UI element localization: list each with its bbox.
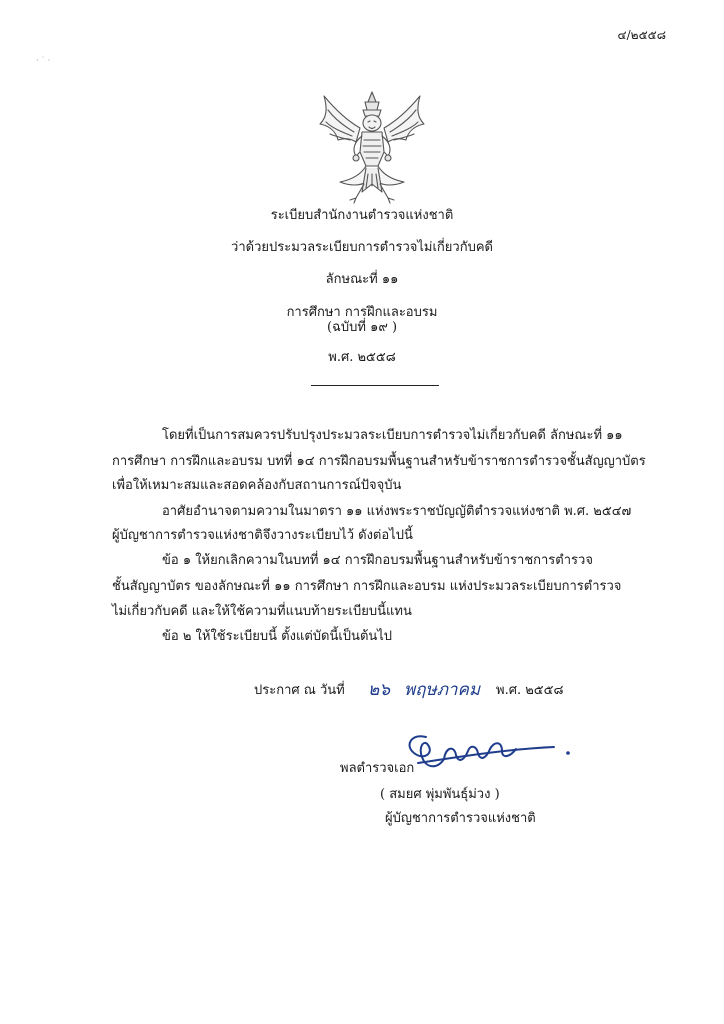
announce-prefix: ประกาศ ณ วันที่ — [254, 683, 345, 698]
clause-1-line-2: ชั้นสัญญาบัตร ของลักษณะที่ ๑๑ การศึกษา การฝึกและอบรม แห่งประมวลระเบียบการตำรวจ — [112, 579, 622, 594]
signatory-name: ( สมยศ พุ่มพันธุ์ม่วง ) — [380, 787, 500, 802]
announce-day-handwritten: ๒๖ — [368, 680, 390, 700]
header-subject: ว่าด้วยประมวลระเบียบการตำรวจไม่เกี่ยวกับคดี — [231, 240, 493, 255]
preamble-line-1: โดยที่เป็นการสมควรปรับปรุงประมวลระเบียบการตำรวจไม่เกี่ยวกับคดี ลักษณะที่ ๑๑ — [162, 428, 623, 443]
signatory-rank: พลตำรวจเอก — [340, 761, 415, 776]
header-divider — [311, 385, 439, 386]
preamble-line-2: การศึกษา การฝึกและอบรม บทที่ ๑๔ การฝึกอบรมพื้นฐานสำหรับข้าราชการตำรวจชั้นสัญญาบัตร — [112, 454, 646, 469]
clause-1-line-1: ข้อ ๑ ให้ยกเลิกความในบทที่ ๑๔ การฝึกอบรมพื้นฐานสำหรับข้าราชการตำรวจ — [162, 553, 593, 568]
authority-line-2: ผู้บัญชาการตำรวจแห่งชาติจึงวางระเบียบไว้ ดังต่อไปนี้ — [112, 528, 413, 543]
clause-1-line-3: ไม่เกี่ยวกับคดี และให้ใช้ความที่แนบท้ายระเบียบนี้แทน — [112, 604, 412, 619]
header-section: ลักษณะที่ ๑๑ — [325, 272, 399, 287]
announce-year: พ.ศ. ๒๕๕๘ — [496, 683, 564, 698]
clause-2-line-1: ข้อ ๒ ให้ใช้ระเบียบนี้ ตั้งแต่บัดนี้เป็นต้นไป — [162, 629, 393, 644]
signatory-position: ผู้บัญชาการตำรวจแห่งชาติ — [385, 811, 536, 826]
header-year: พ.ศ. ๒๕๕๘ — [328, 350, 396, 365]
authority-line-1: อาศัยอำนาจตามความในมาตรา ๑๑ แห่งพระราชบัญญัติตำรวจแห่งชาติ พ.ศ. ๒๕๔๗ — [162, 504, 632, 519]
document-number: ๔/๒๕๕๘ — [617, 28, 666, 42]
header-edition: (ฉบับที่ ๑๙ ) — [326, 320, 398, 335]
garuda-emblem-icon — [316, 88, 428, 206]
announce-month-handwritten: พฤษภาคม — [404, 680, 481, 700]
header-agency: ระเบียบสำนักงานตำรวจแห่งชาติ — [270, 208, 454, 223]
scan-speck: · ˙ · — [36, 56, 51, 65]
header-topic: การศึกษา การฝึกและอบรม — [286, 305, 438, 320]
preamble-line-3: เพื่อให้เหมาะสมและสอดคล้องกับสถานการณ์ปัจจุบัน — [112, 478, 402, 493]
handwritten-signature — [398, 727, 578, 783]
